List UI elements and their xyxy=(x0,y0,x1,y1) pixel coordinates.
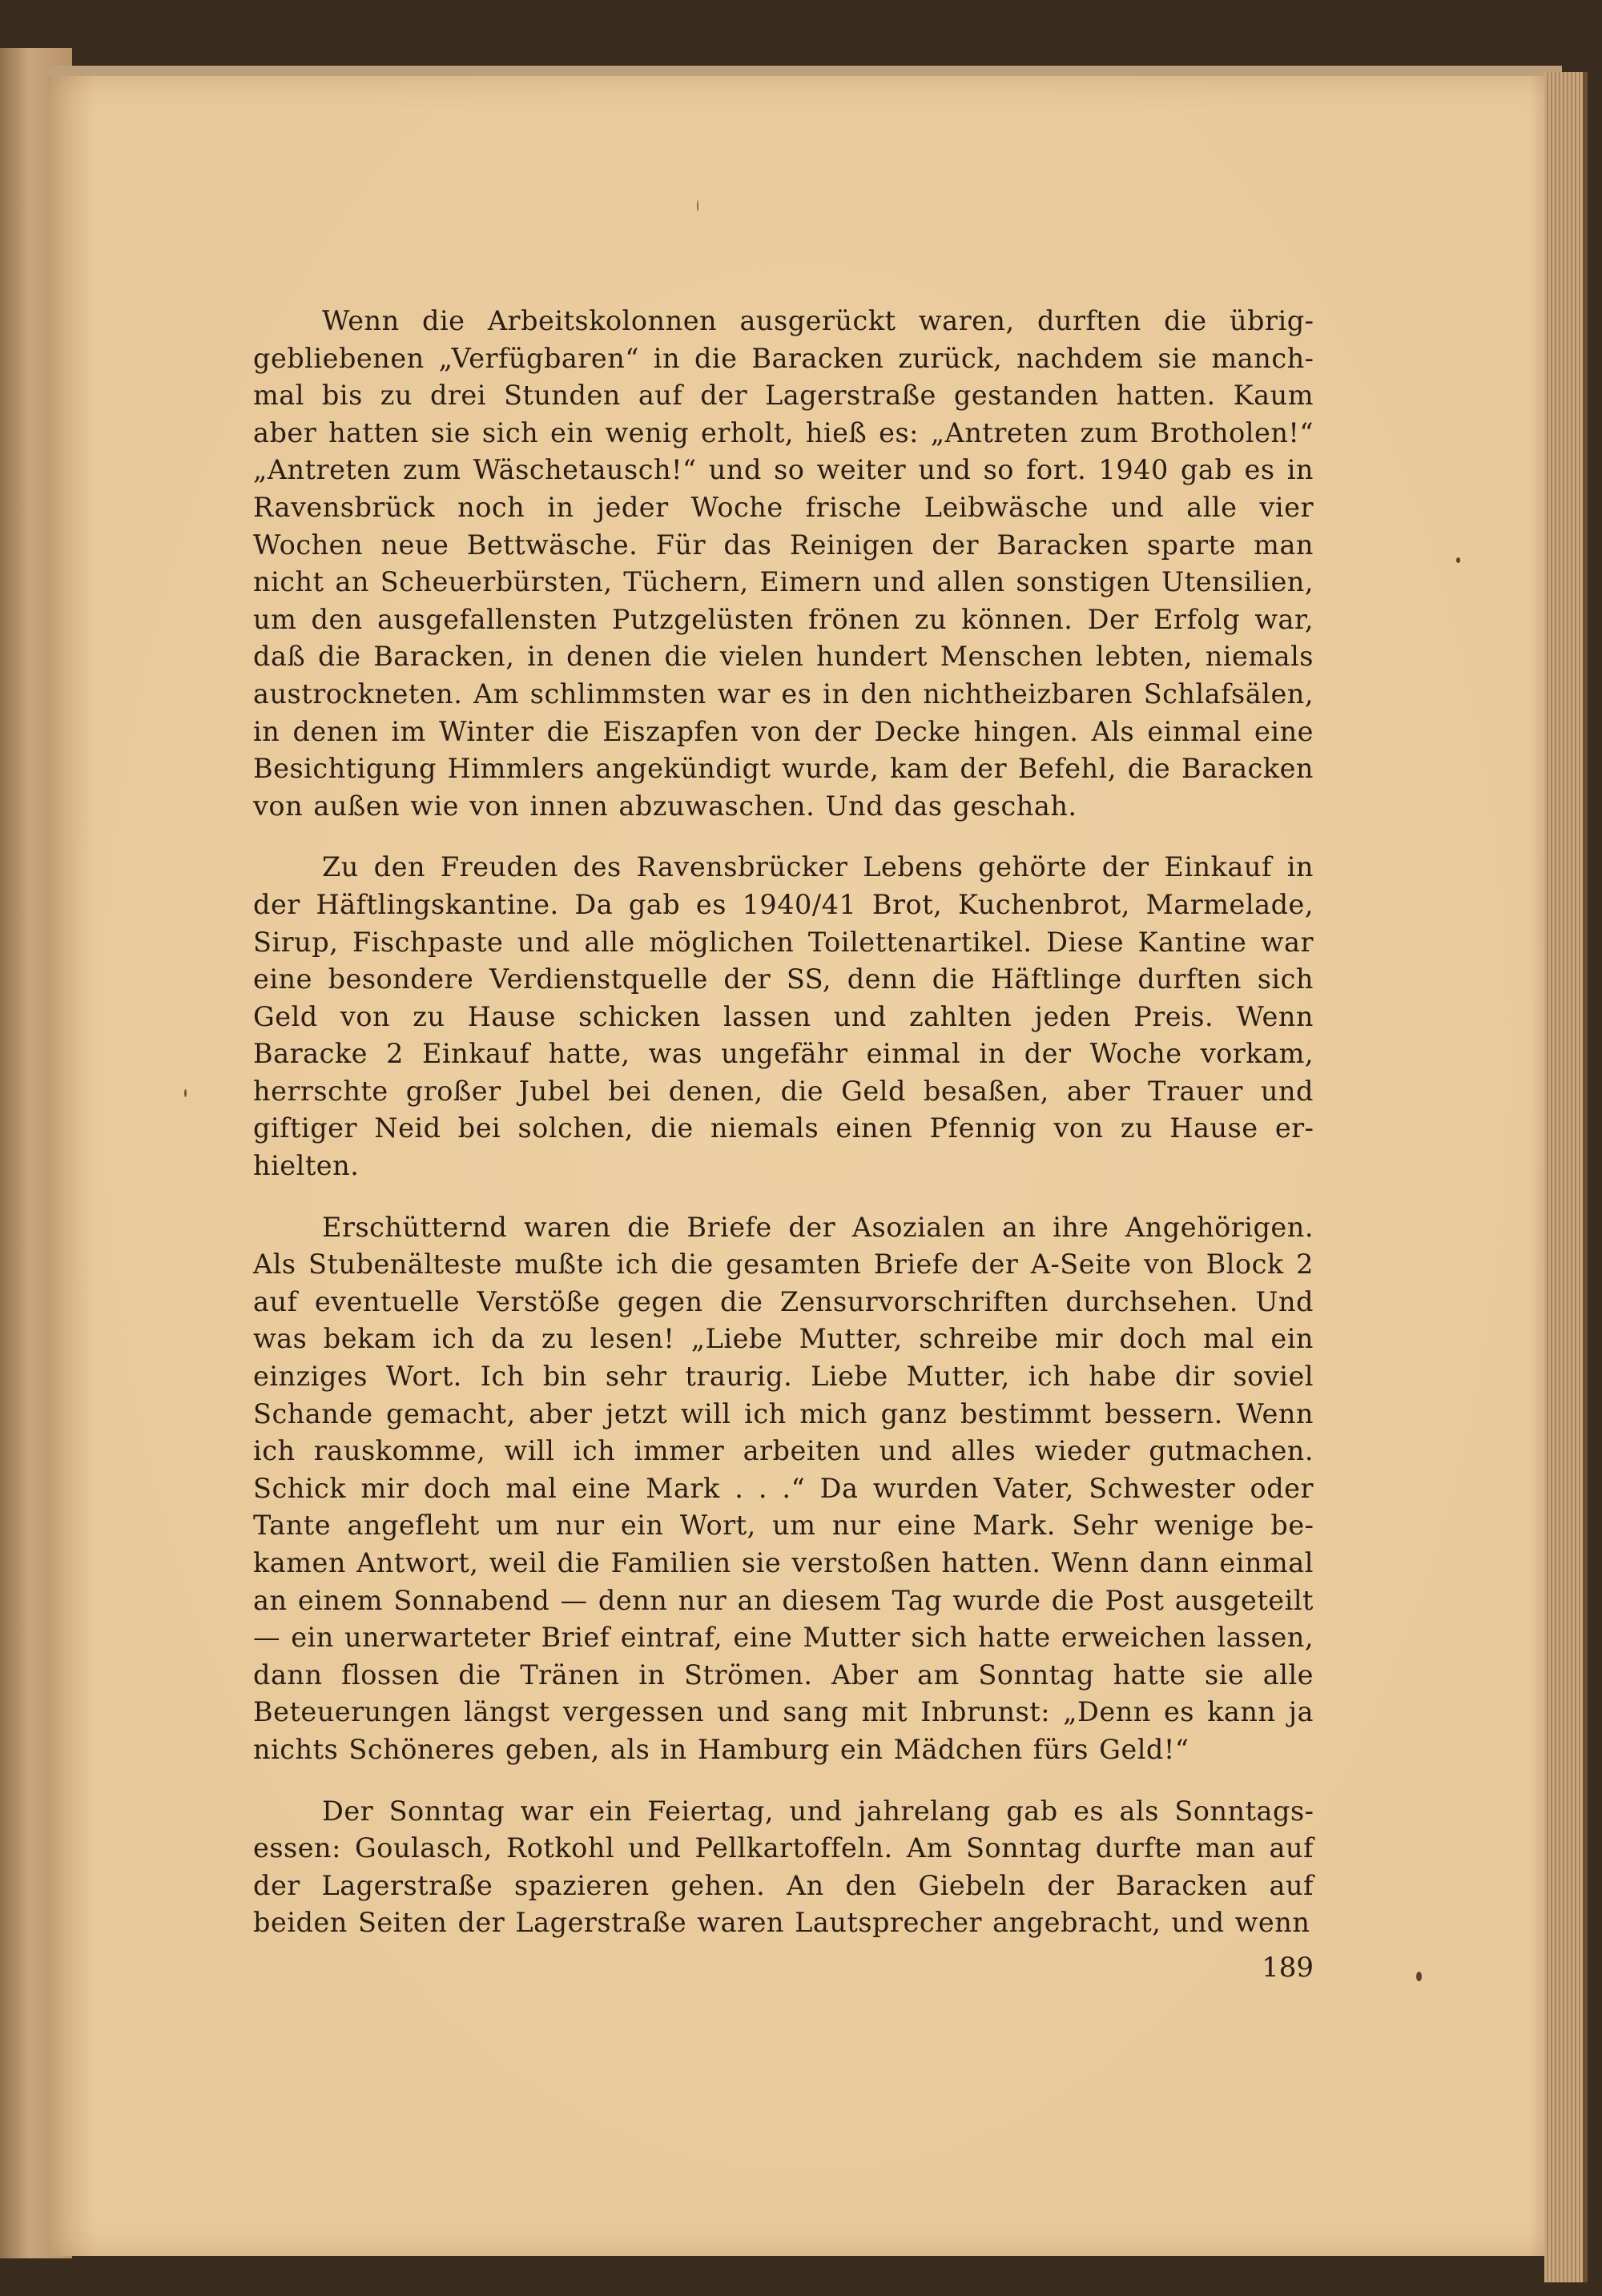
body-text xyxy=(253,303,1314,1942)
paper-speck xyxy=(184,1089,187,1097)
page-stack-edge xyxy=(1544,72,1588,2282)
page-top-edge xyxy=(48,66,1562,77)
paragraph-2: Zu den Freuden des Ravensbrücker Lebens gehörte der Einkauf in der Häftlingskantine. Da gab es 1940/41 Brot, Kuchenbrot, Marmelade, Sirup, Fischpaste und alle möglichen Toilettenartikel. Diese Kantine war eine besondere Verdienstquelle der SS, denn die Häftlinge durften sich Geld von zu Hause schicken lassen und zahlten jeden Preis. Wenn Baracke 2 Einkauf hatte, was ungefähr einmal in der Woche vorkam, herrschte großer Jubel bei denen, die Geld besaßen, aber Trauer und giftiger Neid bei solchen, die niemals einen Pfennig von zu Hause erhielten. xyxy=(253,851,1314,1182)
paper-speck xyxy=(697,200,698,211)
paragraph-3: Erschütternd waren die Briefe der Asozialen an ihre Angehörigen. Als Stubenälteste mußte ich die gesamten Briefe der A-Seite von Block 2 auf eventuelle Verstöße gegen die Zensurvorschriften durchsehen. Und was bekam ich da zu lesen! „Liebe Mutter, schreibe mir doch mal ein einziges Wort. Ich bin sehr traurig. Liebe Mutter, ich habe dir soviel Schande gemacht, aber jetzt will ich mich ganz bestimmt bessern. Wenn ich rauskomme, will ich immer arbeiten und alles wieder gutmachen. Schick mir doch mal eine Mark . . .“ Da wurden Vater, Schwester oder Tante angefleht um nur ein Wort, um nur eine Mark. Sehr wenige bekamen Antwort, weil die Familien sie verstoßen hatten. Wenn dann einmal an einem Sonnabend — denn nur an diesem Tag wurde die Post ausgeteilt — ein unerwarteter Brief eintraf, eine Mutter sich hatte erweichen lassen, dann flossen die Tränen in Strömen. Aber am Sonntag hatte sie alle Beteuerungen längst vergessen und sang mit Inbrunst: „Denn es kann ja nichts Schöneres geben, als in Hamburg ein Mädchen fürs Geld!“ xyxy=(253,1211,1314,1765)
paragraph-1: Wenn die Arbeitskolonnen ausgerückt waren, durften die übriggebliebenen „Verfügbaren“ in die Baracken zurück, nachdem sie manchmal bis zu drei Stunden auf der Lagerstraße gestanden hatten. Kaum aber hatten sie sich ein wenig erholt, hieß es: „Antreten zum Brotholen!“ „Antreten zum Wäschetausch!“ und so weiter und so fort. 1940 gab es in Ravensbrück noch in jeder Woche frische Leibwäsche und alle vier Wochen neue Bettwäsche. Für das Reinigen der Baracken sparte man nicht an Scheuerbürsten, Tüchern, Eimern und allen sonstigen Utensilien, um den ausgefallensten Putzgelüsten frönen zu können. Der Erfolg war, daß die Baracken, in denen die vielen hundert Menschen lebten, niemals austrockneten. Am schlimmsten war es in den nichtheizbaren Schlafsälen, in denen im Winter die Eiszapfen von der Decke hingen. Als einmal eine Besichtigung Himmlers angekündigt wurde, kam der Befehl, die Baracken von außen wie von innen abzuwaschen. Und das geschah. xyxy=(253,305,1314,822)
paper-speck xyxy=(1416,1972,1422,1981)
paper-speck xyxy=(1456,557,1460,563)
page-number: 189 xyxy=(1262,1952,1314,1984)
paragraph-4: Der Sonntag war ein Feiertag, und jahrelang gab es als Sonntagsessen: Goulasch, Rotkohl und Pellkartoffeln. Am Sonntag durfte man auf der Lagerstraße spazieren gehen. An den Giebeln der Baracken auf beiden Seiten der Lagerstraße waren Lautsprecher angebracht, und wenn xyxy=(253,1795,1314,1939)
